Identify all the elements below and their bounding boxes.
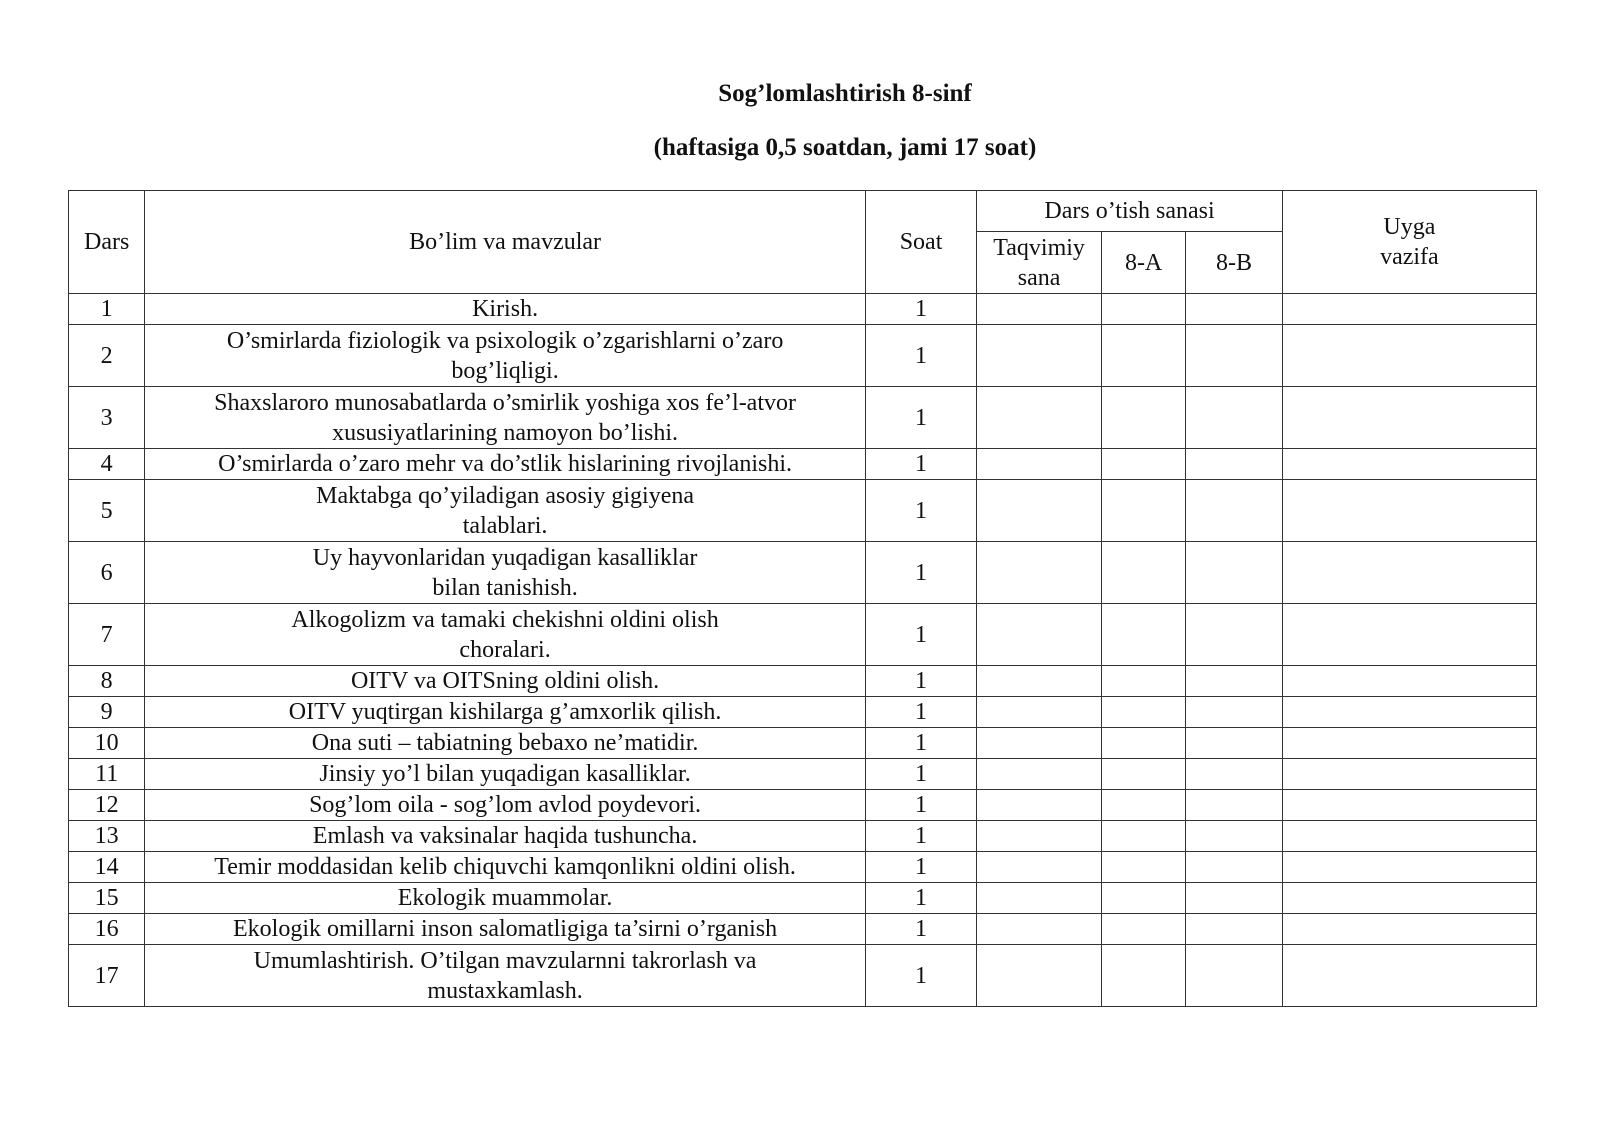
date-taqvimiy-cell <box>977 697 1102 728</box>
date-class-a-cell <box>1101 790 1185 821</box>
date-class-b-cell <box>1186 697 1282 728</box>
lesson-topic: Ona suti – tabiatning bebaxo ne’matidir. <box>145 728 865 759</box>
lesson-number: 11 <box>69 759 145 790</box>
lesson-topic: Sog’lom oila - sog’lom avlod poydevori. <box>145 790 865 821</box>
lesson-number: 15 <box>69 883 145 914</box>
date-class-a-cell <box>1101 294 1185 325</box>
date-class-b-cell <box>1186 852 1282 883</box>
lesson-hours: 1 <box>865 914 977 945</box>
homework-cell <box>1282 914 1536 945</box>
date-class-a-cell <box>1101 697 1185 728</box>
table-row <box>69 883 1537 914</box>
header-soat: Soat <box>865 191 977 294</box>
lesson-topic: Kirish. <box>145 294 865 325</box>
date-class-a-cell <box>1101 914 1185 945</box>
lesson-topic: O’smirlarda o’zaro mehr va do’stlik hislarining rivojlanishi. <box>145 449 865 480</box>
lesson-hours: 1 <box>865 449 977 480</box>
date-class-b-cell <box>1186 666 1282 697</box>
date-class-b-cell <box>1186 790 1282 821</box>
date-class-a-cell <box>1101 480 1185 542</box>
homework-cell <box>1282 666 1536 697</box>
lesson-hours: 1 <box>865 325 977 387</box>
table-row <box>69 480 1537 542</box>
lesson-number: 16 <box>69 914 145 945</box>
date-class-b-cell <box>1186 883 1282 914</box>
date-class-b-cell <box>1186 945 1282 1007</box>
lesson-plan-table <box>68 190 1537 1007</box>
lesson-number: 5 <box>69 480 145 542</box>
table-row <box>69 604 1537 666</box>
lesson-topic: Ekologik omillarni inson salomatligiga ta’sirni o’rganish <box>145 914 865 945</box>
table-row <box>69 821 1537 852</box>
homework-cell <box>1282 883 1536 914</box>
date-class-b-cell <box>1186 480 1282 542</box>
lesson-hours: 1 <box>865 883 977 914</box>
lesson-topic: OITV yuqtirgan kishilarga g’amxorlik qilish. <box>145 697 865 728</box>
lesson-hours: 1 <box>865 604 977 666</box>
lesson-topic: Ekologik muammolar. <box>145 883 865 914</box>
lesson-hours: 1 <box>865 852 977 883</box>
date-class-a-cell <box>1101 852 1185 883</box>
date-class-b-cell <box>1186 821 1282 852</box>
date-taqvimiy-cell <box>977 604 1102 666</box>
lesson-topic: Uy hayvonlaridan yuqadigan kasalliklar bilan tanishish. <box>145 542 865 604</box>
lesson-number: 9 <box>69 697 145 728</box>
date-class-a-cell <box>1101 728 1185 759</box>
lesson-hours: 1 <box>865 945 977 1007</box>
date-taqvimiy-cell <box>977 759 1102 790</box>
lesson-hours: 1 <box>865 728 977 759</box>
homework-cell <box>1282 790 1536 821</box>
date-class-a-cell <box>1101 945 1185 1007</box>
table-body <box>69 294 1537 1007</box>
header-dars: Dars <box>69 191 145 294</box>
lesson-topic: Emlash va vaksinalar haqida tushuncha. <box>145 821 865 852</box>
homework-cell <box>1282 542 1536 604</box>
lesson-hours: 1 <box>865 387 977 449</box>
homework-cell <box>1282 449 1536 480</box>
table-row <box>69 852 1537 883</box>
homework-cell <box>1282 387 1536 449</box>
lesson-hours: 1 <box>865 790 977 821</box>
date-taqvimiy-cell <box>977 914 1102 945</box>
date-class-a-cell <box>1101 542 1185 604</box>
date-taqvimiy-cell <box>977 480 1102 542</box>
homework-cell <box>1282 945 1536 1007</box>
lesson-hours: 1 <box>865 480 977 542</box>
header-taqvimiy-sana: Taqvimiy sana <box>977 232 1102 294</box>
lesson-hours: 1 <box>865 821 977 852</box>
lesson-topic: Maktabga qo’yiladigan asosiy gigiyena talablari. <box>145 480 865 542</box>
lesson-number: 8 <box>69 666 145 697</box>
table-row <box>69 325 1537 387</box>
lesson-number: 1 <box>69 294 145 325</box>
date-taqvimiy-cell <box>977 542 1102 604</box>
table-row <box>69 449 1537 480</box>
date-class-b-cell <box>1186 449 1282 480</box>
homework-cell <box>1282 325 1536 387</box>
homework-cell <box>1282 697 1536 728</box>
date-class-b-cell <box>1186 728 1282 759</box>
lesson-number: 4 <box>69 449 145 480</box>
date-class-a-cell <box>1101 325 1185 387</box>
date-taqvimiy-cell <box>977 821 1102 852</box>
header-class-a: 8-A <box>1101 232 1185 294</box>
lesson-number: 6 <box>69 542 145 604</box>
lesson-topic: Shaxslaroro munosabatlarda o’smirlik yoshiga xos fe’l-atvor xususiyatlarining namoyon bo’lishi. <box>145 387 865 449</box>
date-taqvimiy-cell <box>977 728 1102 759</box>
date-class-a-cell <box>1101 449 1185 480</box>
date-taqvimiy-cell <box>977 666 1102 697</box>
header-uyga-vazifa: Uyga vazifa <box>1282 191 1536 294</box>
date-class-b-cell <box>1186 759 1282 790</box>
lesson-hours: 1 <box>865 294 977 325</box>
lesson-number: 3 <box>69 387 145 449</box>
date-taqvimiy-cell <box>977 790 1102 821</box>
lesson-number: 12 <box>69 790 145 821</box>
lesson-number: 2 <box>69 325 145 387</box>
table-row <box>69 759 1537 790</box>
lesson-topic: Temir moddasidan kelib chiquvchi kamqonlikni oldini olish. <box>145 852 865 883</box>
table-row <box>69 542 1537 604</box>
date-taqvimiy-cell <box>977 387 1102 449</box>
document-subtitle: (haftasiga 0,5 soatdan, jami 17 soat) <box>653 134 1037 161</box>
date-class-b-cell <box>1186 604 1282 666</box>
table-row <box>69 666 1537 697</box>
lesson-number: 17 <box>69 945 145 1007</box>
date-class-a-cell <box>1101 883 1185 914</box>
date-class-b-cell <box>1186 542 1282 604</box>
date-class-b-cell <box>1186 387 1282 449</box>
homework-cell <box>1282 821 1536 852</box>
date-class-a-cell <box>1101 759 1185 790</box>
table-row <box>69 294 1537 325</box>
homework-cell <box>1282 294 1536 325</box>
date-class-a-cell <box>1101 666 1185 697</box>
date-class-b-cell <box>1186 914 1282 945</box>
lesson-topic: Jinsiy yo’l bilan yuqadigan kasalliklar. <box>145 759 865 790</box>
header-date-group: Dars o’tish sanasi <box>977 191 1282 232</box>
homework-cell <box>1282 480 1536 542</box>
date-taqvimiy-cell <box>977 883 1102 914</box>
lesson-hours: 1 <box>865 697 977 728</box>
table-row <box>69 728 1537 759</box>
date-taqvimiy-cell <box>977 945 1102 1007</box>
lesson-hours: 1 <box>865 542 977 604</box>
homework-cell <box>1282 759 1536 790</box>
lesson-number: 13 <box>69 821 145 852</box>
table-row <box>69 945 1537 1007</box>
homework-cell <box>1282 852 1536 883</box>
table-row <box>69 697 1537 728</box>
date-class-a-cell <box>1101 387 1185 449</box>
lesson-topic: OITV va OITSning oldini olish. <box>145 666 865 697</box>
table-row <box>69 914 1537 945</box>
table-row <box>69 790 1537 821</box>
document-title: Sog’lomlashtirish 8-sinf <box>718 80 972 107</box>
header-class-b: 8-B <box>1186 232 1282 294</box>
homework-cell <box>1282 728 1536 759</box>
lesson-hours: 1 <box>865 666 977 697</box>
table-row <box>69 387 1537 449</box>
lesson-topic: Alkogolizm va tamaki chekishni oldini olish choralari. <box>145 604 865 666</box>
date-class-b-cell <box>1186 325 1282 387</box>
date-taqvimiy-cell <box>977 294 1102 325</box>
lesson-topic: Umumlashtirish. O’tilgan mavzularnni takrorlash va mustaxkamlash. <box>145 945 865 1007</box>
date-class-a-cell <box>1101 821 1185 852</box>
date-class-b-cell <box>1186 294 1282 325</box>
lesson-topic: O’smirlarda fiziologik va psixologik o’zgarishlarni o’zaro bog’liqligi. <box>145 325 865 387</box>
header-bolim: Bo’lim va mavzular <box>145 191 865 294</box>
lesson-hours: 1 <box>865 759 977 790</box>
date-class-a-cell <box>1101 604 1185 666</box>
date-taqvimiy-cell <box>977 852 1102 883</box>
lesson-number: 14 <box>69 852 145 883</box>
lesson-number: 7 <box>69 604 145 666</box>
date-taqvimiy-cell <box>977 449 1102 480</box>
date-taqvimiy-cell <box>977 325 1102 387</box>
homework-cell <box>1282 604 1536 666</box>
lesson-number: 10 <box>69 728 145 759</box>
